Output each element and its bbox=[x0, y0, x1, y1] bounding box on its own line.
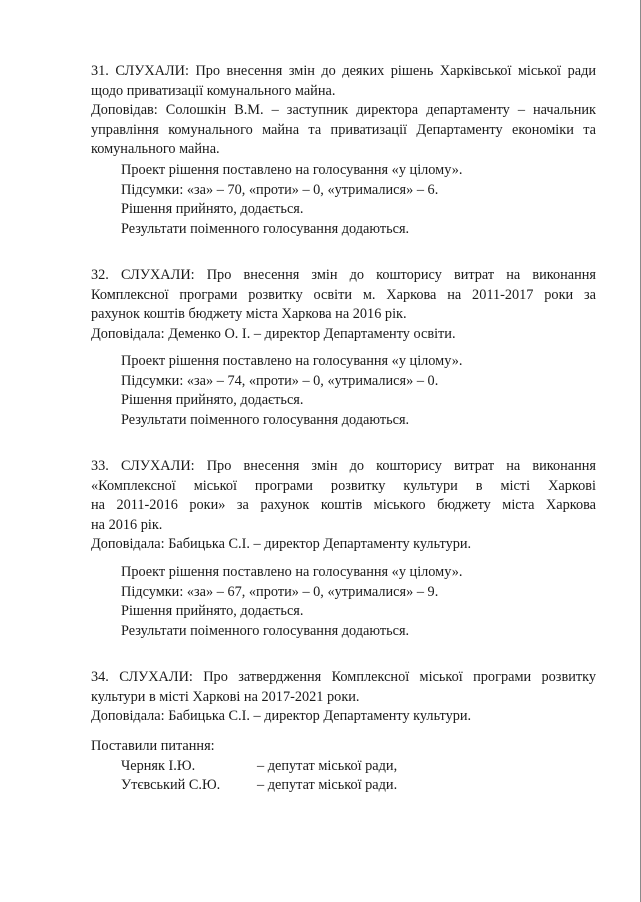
item-heading-line: на 2011-2016 роки» за рахунок коштів міського бюджету міста Харкова bbox=[91, 497, 596, 513]
vote-line: Проект рішення поставлено на голосування «у цілому». bbox=[121, 564, 463, 580]
questions-block bbox=[91, 737, 596, 796]
vote-line: Проект рішення поставлено на голосування «у цілому». bbox=[121, 353, 463, 369]
item-32-vote bbox=[91, 352, 596, 430]
item-34 bbox=[91, 668, 596, 727]
item-heading-line: Комплексної програми розвитку освіти м. Харкова на 2011-2017 роки за bbox=[91, 286, 596, 303]
questions-title: Поставили питання: bbox=[91, 738, 215, 754]
item-heading-line: 32. СЛУХАЛИ: Про внесення змін до кошторису витрат на виконання bbox=[91, 267, 596, 283]
item-heading-line: 34. СЛУХАЛИ: Про затвердження Комплексної міської програми розвитку bbox=[91, 669, 596, 685]
item-heading-line: на 2016 рік. bbox=[91, 516, 163, 533]
vote-line: Результати поіменного голосування додаються. bbox=[121, 622, 410, 639]
item-33 bbox=[91, 457, 596, 555]
item-heading-line: «Комплексної міської програми розвитку культури в місті Харкові bbox=[91, 477, 596, 494]
speaker-line: управління комунального майна та приватизації Департаменту економіки та bbox=[91, 121, 596, 138]
item-31-vote bbox=[91, 161, 596, 239]
speaker-line: Доповідала: Деменко О. І. – директор Департаменту освіти. bbox=[91, 325, 456, 342]
item-32 bbox=[91, 266, 596, 344]
vote-line: Проект рішення поставлено на голосування «у цілому». bbox=[121, 162, 463, 178]
vote-line: Підсумки: «за» – 74, «проти» – 0, «утрималися» – 0. bbox=[121, 372, 439, 389]
speaker-line: Доповідав: Солошкін В.М. – заступник директора департаменту – начальник bbox=[91, 102, 596, 118]
questioner-name: Черняк І.Ю. bbox=[121, 757, 196, 774]
item-31 bbox=[91, 62, 596, 160]
item-heading-line: рахунок коштів бюджету міста Харкова на 2016 рік. bbox=[91, 306, 407, 322]
item-33-vote bbox=[91, 563, 596, 641]
item-heading-line: культури в місті Харкові на 2017-2021 роки. bbox=[91, 688, 360, 705]
questioner-role: – депутат міської ради, bbox=[257, 757, 398, 774]
speaker-line: Доповідала: Бабицька С.І. – директор Департаменту культури. bbox=[91, 536, 472, 552]
vote-line: Підсумки: «за» – 70, «проти» – 0, «утрималися» – 6. bbox=[121, 181, 439, 198]
item-heading-line: 33. СЛУХАЛИ: Про внесення змін до кошторису витрат на виконання bbox=[91, 458, 596, 474]
vote-line: Підсумки: «за» – 67, «проти» – 0, «утрималися» – 9. bbox=[121, 583, 439, 600]
questioner-row bbox=[91, 757, 596, 777]
vote-line: Рішення прийнято, додається. bbox=[121, 392, 304, 408]
questioner-role: – депутат міської ради. bbox=[257, 777, 398, 793]
questioner-row bbox=[91, 776, 596, 796]
item-heading-line: 31. СЛУХАЛИ: Про внесення змін до деяких рішень Харківської міської ради bbox=[91, 63, 596, 79]
questioner-name: Утєвський С.Ю. bbox=[121, 777, 221, 793]
speaker-line: Доповідала: Бабицька С.І. – директор Департаменту культури. bbox=[91, 708, 472, 724]
vote-line: Рішення прийнято, додається. bbox=[121, 603, 304, 619]
item-heading-line: щодо приватизації комунального майна. bbox=[91, 82, 336, 99]
vote-line: Рішення прийнято, додається. bbox=[121, 201, 304, 217]
speaker-line: комунального майна. bbox=[91, 141, 220, 157]
vote-line: Результати поіменного голосування додаються. bbox=[121, 220, 410, 237]
vote-line: Результати поіменного голосування додаються. bbox=[121, 411, 410, 428]
